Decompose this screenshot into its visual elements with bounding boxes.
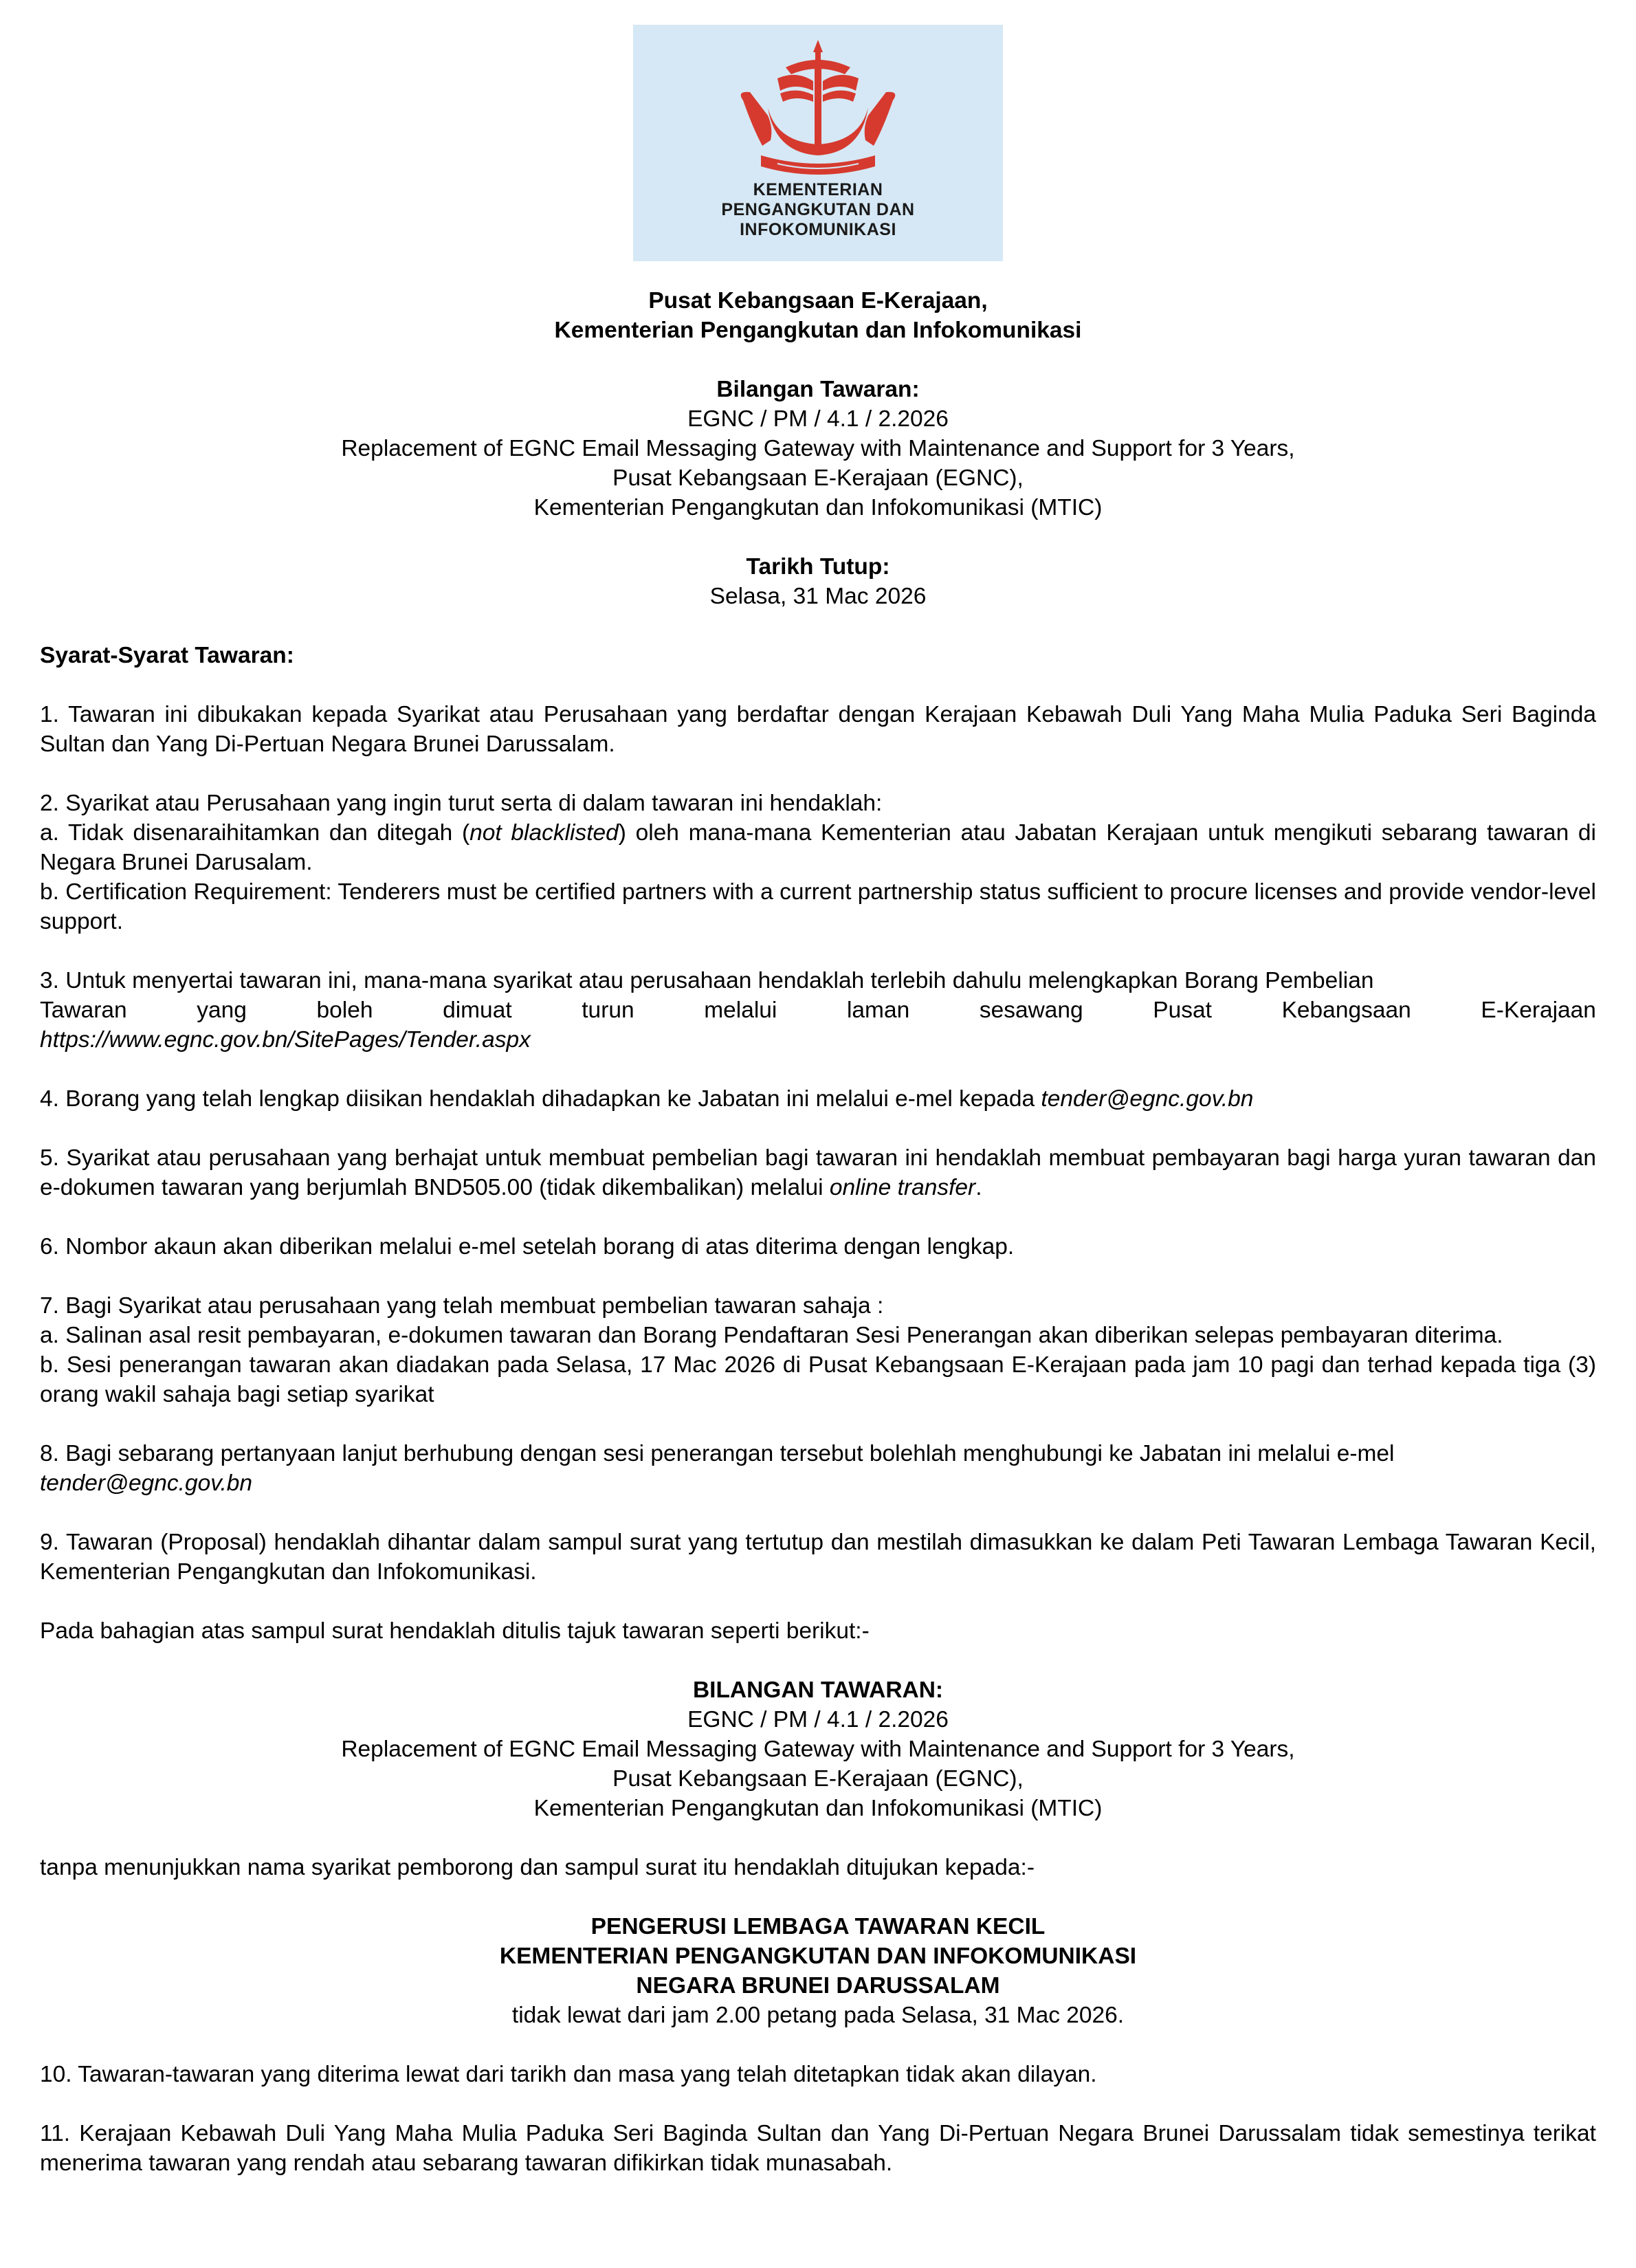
logo-text-line: PENGANGKUTAN DAN <box>721 200 915 219</box>
tender-title: Replacement of EGNC Email Messaging Gateway with Maintenance and Support for 3 Years, <box>341 436 1295 461</box>
condition-8-text: 8. Bagi sebarang pertanyaan lanjut berhubung dengan sesi penerangan tersebut bolehlah menghubungi ke Jabatan ini melalui e-mel <box>40 1441 1395 1466</box>
condition-2b: b. Certification Requirement: Tenderers must be certified partners with a current partnership status sufficient to procure licenses and provide vendor-level support. <box>40 879 1596 934</box>
condition-6: 6. Nombor akaun akan diberikan melalui e-mel setelah borang di atas diterima dengan lengkap. <box>40 1234 1015 1259</box>
condition-3-word: boleh <box>316 998 373 1023</box>
condition-4 <box>40 1084 1596 1114</box>
address-line-3: NEGARA BRUNEI DARUSSALAM <box>636 1973 1000 1999</box>
condition-3-word: turun <box>582 998 634 1023</box>
condition-8 <box>40 1439 1596 1498</box>
condition-5 <box>40 1143 1596 1202</box>
condition-2a <box>40 818 1596 877</box>
header-block <box>40 286 1596 611</box>
condition-10: 10. Tawaran-tawaran yang diterima lewat dari tarikh dan masa yang telah ditetapkan tidak akan dilayan. <box>40 2062 1097 2087</box>
tender-department: Pusat Kebangsaan E-Kerajaan (EGNC), <box>612 465 1024 491</box>
condition-2-intro: 2. Syarikat atau Perusahaan yang ingin turut serta di dalam tawaran ini hendaklah: <box>40 791 883 816</box>
condition-3-word: melalui <box>704 998 777 1023</box>
address-line-2: KEMENTERIAN PENGANGKUTAN DAN INFOKOMUNIKASI <box>499 1944 1137 1969</box>
condition-7b: b. Sesi penerangan tawaran akan diadakan pada Selasa, 17 Mac 2026 di Pusat Kebangsaan E-Kerajaan pada jam 10 pagi dan terhad kepada tiga (3) orang wakil sahaja bagi setiap syarikat <box>40 1352 1596 1407</box>
envelope-tender-number: EGNC / PM / 4.1 / 2.2026 <box>687 1707 949 1732</box>
envelope-title-block <box>40 1675 1596 1823</box>
logo-text-line: KEMENTERIAN <box>753 180 883 199</box>
not-blacklisted-text: not blacklisted <box>469 820 619 846</box>
condition-4-text: 4. Borang yang telah lengkap diisikan hendaklah dihadapkan ke Jabatan ini melalui e-mel kepada <box>40 1086 1041 1112</box>
conditions-section <box>40 641 1596 2178</box>
brunei-crest-icon <box>633 25 1003 183</box>
ministry-logo <box>633 25 1003 261</box>
address-line-1: PENGERUSI LEMBAGA TAWARAN KECIL <box>590 1914 1046 1939</box>
condition-2a-text: a. Tidak disenaraihitamkan dan ditegah ( <box>40 820 470 846</box>
condition-3-word: laman <box>846 998 910 1023</box>
tender-url-link[interactable]: https://www.egnc.gov.bn/SitePages/Tender.aspx <box>40 1027 531 1053</box>
envelope-tender-department: Pusat Kebangsaan E-Kerajaan (EGNC), <box>612 1766 1024 1792</box>
condition-3-line-1: 3. Untuk menyertai tawaran ini, mana-mana syarikat atau perusahaan hendaklah terlebih dahulu melengkapkan Borang Pembelian <box>40 968 1374 993</box>
tender-notice-page <box>40 25 1596 2178</box>
closing-date: Selasa, 31 Mac 2026 <box>709 584 927 609</box>
envelope-tender-title: Replacement of EGNC Email Messaging Gateway with Maintenance and Support for 3 Years, <box>341 1737 1295 1762</box>
address-block <box>40 1912 1596 2030</box>
ministry-logo-text <box>633 180 1003 240</box>
condition-9: 9. Tawaran (Proposal) hendaklah dihantar dalam sampul surat yang tertutup dan mestilah dimasukkan ke dalam Peti Tawaran Lembaga Tawaran Kecil, Kementerian Pengangkutan dan Infokomunikasi. <box>40 1530 1596 1585</box>
tender-ministry: Kementerian Pengangkutan dan Infokomunikasi (MTIC) <box>533 495 1103 520</box>
conditions-heading: Syarat-Syarat Tawaran: <box>40 643 294 668</box>
condition-3-word: Pusat <box>1153 998 1212 1023</box>
condition-7a: a. Salinan asal resit pembayaran, e-dokumen tawaran dan Borang Pendaftaran Sesi Penerangan akan diberikan selepas pembayaran diterima. <box>40 1323 1503 1348</box>
enquiry-email-link[interactable]: tender@egnc.gov.bn <box>40 1471 253 1496</box>
address-intro: tanpa menunjukkan nama syarikat pemborong dan sampul surat itu hendaklah ditujukan kepada:- <box>40 1855 1035 1880</box>
condition-3-word: dimuat <box>443 998 512 1023</box>
envelope-tender-ministry: Kementerian Pengangkutan dan Infokomunikasi (MTIC) <box>533 1796 1103 1821</box>
condition-11: 11. Kerajaan Kebawah Duli Yang Maha Mulia Paduka Seri Baginda Sultan dan Yang Di-Pertuan Negara Brunei Darussalam tidak semestinya terikat menerima tawaran yang rendah atau sebarang tawaran difikirkan tidak munasabah. <box>40 2121 1596 2176</box>
submission-deadline: tidak lewat dari jam 2.00 petang pada Selasa, 31 Mac 2026. <box>511 2003 1125 2028</box>
tender-email-link[interactable]: tender@egnc.gov.bn <box>1041 1086 1254 1112</box>
envelope-label: BILANGAN TAWARAN: <box>692 1677 944 1703</box>
org-line-2: Kementerian Pengangkutan dan Infokomunikasi <box>554 318 1082 343</box>
tender-number: EGNC / PM / 4.1 / 2.2026 <box>687 406 949 432</box>
closing-label: Tarikh Tutup: <box>746 554 890 580</box>
condition-5-end: . <box>975 1175 982 1200</box>
condition-5-text: 5. Syarikat atau perusahaan yang berhajat untuk membuat pembelian bagi tawaran ini hendaklah membuat pembayaran bagi harga yuran tawaran dan e-dokumen tawaran yang berjumlah BND505.00 (tidak dikembalikan) melalui <box>40 1145 1596 1200</box>
condition-2 <box>40 789 1596 936</box>
condition-3-line-2 <box>40 995 1596 1025</box>
condition-1: 1. Tawaran ini dibukakan kepada Syarikat atau Perusahaan yang berdaftar dengan Kerajaan Kebawah Duli Yang Maha Mulia Paduka Seri Baginda Sultan dan Yang Di-Pertuan Negara Brunei Darussalam. <box>40 702 1596 757</box>
condition-7-intro: 7. Bagi Syarikat atau perusahaan yang telah membuat pembelian tawaran sahaja : <box>40 1293 884 1319</box>
condition-3-word: Kebangsaan <box>1281 998 1411 1023</box>
tender-label: Bilangan Tawaran: <box>716 377 920 402</box>
envelope-intro: Pada bahagian atas sampul surat hendaklah ditulis tajuk tawaran seperti berikut:- <box>40 1618 870 1644</box>
logo-text-line: INFOKOMUNIKASI <box>740 220 896 239</box>
condition-3 <box>40 966 1596 1055</box>
condition-3-word: sesawang <box>979 998 1083 1023</box>
org-line-1: Pusat Kebangsaan E-Kerajaan, <box>648 288 988 313</box>
condition-2a-text-end: ) oleh mana-mana Kementerian atau Jabatan Kerajaan untuk mengikuti sebarang tawaran di Negara Brunei Darusalam. <box>40 820 1596 875</box>
condition-7 <box>40 1291 1596 1409</box>
online-transfer-text: online transfer <box>829 1175 976 1200</box>
condition-3-word: Tawaran <box>40 998 127 1023</box>
condition-3-word: yang <box>197 998 247 1023</box>
condition-3-word: E-Kerajaan <box>1481 998 1596 1023</box>
